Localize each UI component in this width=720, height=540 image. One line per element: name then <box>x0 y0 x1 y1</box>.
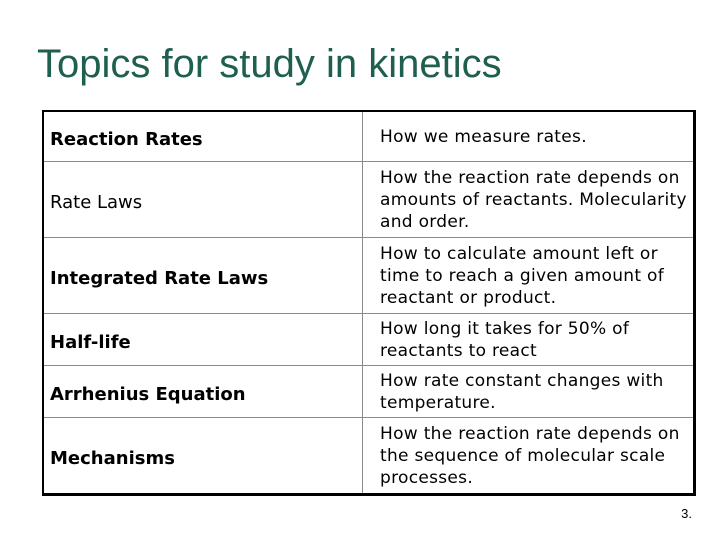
topic-cell: Reaction Rates <box>44 112 362 162</box>
page-number: 3. <box>681 506 692 521</box>
topic-cell: Mechanisms <box>50 448 175 469</box>
description-cell: How the reaction rate depends on amounts of reactants. Molecularity and order. <box>362 162 693 238</box>
description-cell: How rate constant changes with temperature. <box>362 366 693 418</box>
description-cell: How to calculate amount left or time to reach a given amount of reactant or product. <box>362 238 693 314</box>
description-cell: How we measure rates. <box>362 112 693 162</box>
topic-cell: Arrhenius Equation <box>44 366 362 418</box>
description-cell: How the reaction rate depends on the sequence of molecular scale processes. <box>362 418 693 493</box>
slide-title: Topics for study in kinetics <box>37 42 502 86</box>
topic-cell: Integrated Rate Laws <box>44 238 362 314</box>
topic-cell: Half-life <box>44 314 362 366</box>
topics-table <box>42 110 696 496</box>
topic-cell: Rate Laws <box>44 162 362 238</box>
description-cell: How long it takes for 50% of reactants to react <box>362 314 693 366</box>
